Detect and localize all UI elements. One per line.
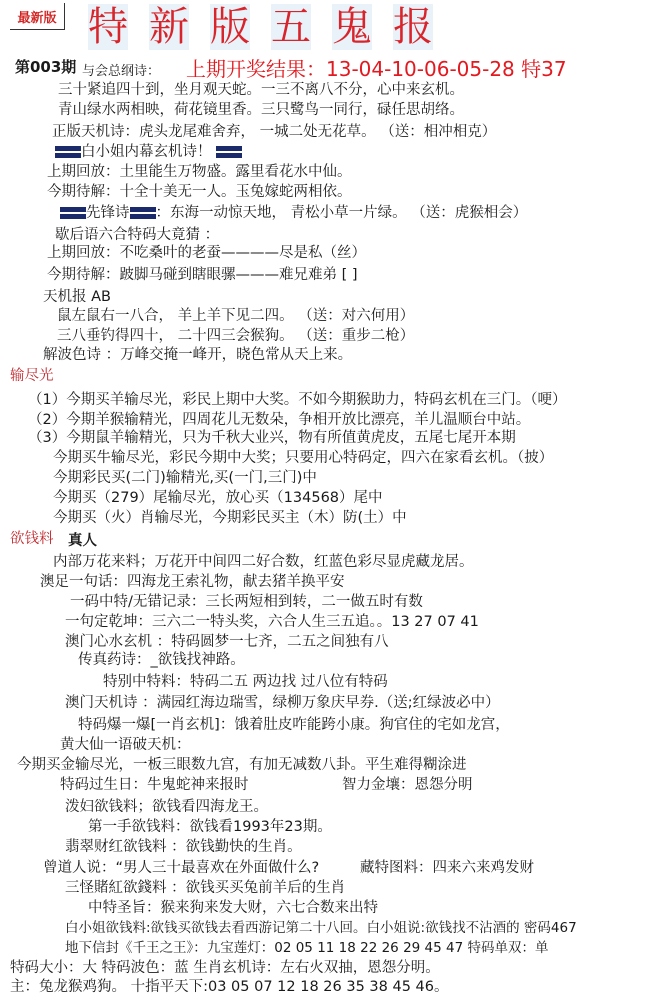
text-line: 一码中特/无错记录：三长两短相到转，二一做五时有数 xyxy=(70,594,423,610)
text-line: 主：兔龙猴鸡狗。 十指平天下:03 05 07 12 18 26 35 38 45 46。 xyxy=(10,979,449,995)
text-line: 澳门天机诗 ：满园红海边瑞雪，绿柳万象庆早券.（送;红绿波必中） xyxy=(65,695,500,711)
text-line: 三十紧追四十到，坐月观天蛇。一三不离八不分，心中来玄机。 xyxy=(58,82,464,98)
issue-number: 第003期 xyxy=(15,58,77,76)
line-text: ：东海一动惊天地， 青松小草一片绿。 （送：虎猴相会） xyxy=(155,205,528,221)
text-line: 上期回放：不吃桑叶的老蚕————尽是私（丝） xyxy=(47,245,366,261)
text-line: 今期买金输尽光，一板三眼数九宫，有加无减数八卦。平生难得糊涂进 xyxy=(17,757,467,773)
text-line: 地下信封《千王之王》：九宝莲灯：02 05 11 18 22 26 29 45 47 特码单双：单 xyxy=(65,940,549,956)
text-line: 天机报 AB xyxy=(43,289,111,305)
bars-icon xyxy=(55,146,81,158)
bars-icon xyxy=(60,207,86,219)
title-char: 版 xyxy=(210,4,250,50)
text-line xyxy=(55,143,242,161)
text-line: 翡翠财红欲钱料 ：欲钱勤快的生肖。 xyxy=(65,839,302,855)
text-line: 黄大仙一语破天机： xyxy=(60,737,191,753)
text-line: 今期买（279）尾输尽光，放心买（134568）尾中 xyxy=(53,490,383,506)
text-line: 鼠左鼠右一八合， 羊上羊下见二四。 （送：对六何用） xyxy=(57,308,415,324)
text-line xyxy=(60,204,527,222)
title-char: 报 xyxy=(393,4,433,50)
text-line: 今期买（火）肖输尽光，今期彩民买主（木）防(土）中 xyxy=(53,510,407,526)
text-line: 智力金壤：恩怨分明 xyxy=(342,777,473,793)
text-line: 澳门心水玄机 ：特码圆梦一七齐，二五之间独有八 xyxy=(65,634,389,650)
title-char: 五 xyxy=(271,4,311,50)
text-line: 一句定乾坤：三六二一特头奖，六合人生三五追。。13 27 07 41 xyxy=(65,614,479,630)
text-line: 三八垂钓得四十， 二十四三会猴狗。 （送：重步二枪） xyxy=(57,328,415,344)
text-line: 解波色诗 ：万峰交掩一峰开，晓色常从天上来。 xyxy=(43,347,353,363)
text-line: 与会总纲诗： xyxy=(82,64,161,79)
text-line: 中特圣旨：猴来狗来发大财，六七合数来出特 xyxy=(88,900,378,916)
text-line: 今期买牛输尽光，彩民今期中大奖；只要用心特码定，四六在家看玄机。（披） xyxy=(53,450,554,466)
text-line: 今期待解：十全十美无一人。玉兔嫁蛇两相依。 xyxy=(47,184,352,200)
text-line: 白小姐欲钱料:欲钱买欲钱去看西游记第二十八回。白小姐说:欲钱找不沾酒的 密码467 xyxy=(65,920,577,936)
text-line: 真人 xyxy=(68,533,97,549)
title-char: 新 xyxy=(149,4,189,50)
heading-text: 白小姐内幕玄机诗！ xyxy=(81,144,212,160)
text-line: 青山绿水两相映，荷花镜里香。三只鹭鸟一同行，碌任思胡络。 xyxy=(58,102,464,118)
page-title xyxy=(88,4,433,50)
text-line: （2）今期羊猴输精光，四周花儿无数朵，争相开放比漂亮，羊儿温顺台中站。 xyxy=(28,412,531,428)
section-heading: 输尽光 xyxy=(10,368,54,384)
text-line: 今期彩民买(二门)输精光,买(一门,三门)中 xyxy=(53,470,317,486)
text-line: （1）今期买羊输尽光，彩民上期中大奖。不如今期猴助力，特码玄机在三门。（哽） xyxy=(28,392,567,408)
text-line: 第一手欲钱料：欲钱看1993年23期。 xyxy=(88,819,332,835)
text-line: 曾道人说：“男人三十最喜欢在外面做什么? xyxy=(43,860,320,876)
text-line: 正版天机诗：虎头龙尾难舍弃， 一城二处无花草。 （送：相冲相克） xyxy=(52,124,497,140)
text-line: 传真药诗：_欲钱找神路。 xyxy=(78,652,245,668)
text-line: 今期待解：跛脚马碰到瞎眼骡———难兄难弟 [ ] xyxy=(47,267,358,283)
section-heading: 欲钱料 xyxy=(10,531,54,547)
bars-icon xyxy=(216,146,242,158)
text-line: 藏特图料：四来六来鸡发财 xyxy=(360,860,534,876)
latest-edition-badge: 最新版 xyxy=(10,3,65,30)
text-line: （3）今期鼠羊输精光，只为千秋大业兴，物有所值黄虎皮，五尾七尾开本期 xyxy=(28,430,516,446)
text-line: 内部万花来料；万花开中间四二好合数，红蓝色彩尽显虎藏龙居。 xyxy=(53,554,474,570)
bars-icon xyxy=(130,207,156,219)
text-line: 澳足一句话：四海龙王索礼物，献去猪羊换平安 xyxy=(40,574,345,590)
text-line: 歇后语六合特码大竟猜 ： xyxy=(55,227,220,243)
title-char: 鬼 xyxy=(332,4,372,50)
text-line: 特码大小：大 特码波色：蓝 生肖玄机诗：左右火双抽，恩怨分明。 xyxy=(10,960,440,976)
text-line: 三怪賭紅欲錢料 ：欲钱买买兔前羊后的生肖 xyxy=(65,880,346,896)
title-char: 特 xyxy=(88,4,128,50)
text-line: 特码爆一爆[一肖玄机]：饿着肚皮咋能跨小康。狗官住的宅如龙宫， xyxy=(78,717,510,733)
text-line: 特码过生日：牛鬼蛇神来报时 xyxy=(60,777,249,793)
last-draw-result: 上期开奖结果：13-04-10-06-05-28 特37 xyxy=(186,57,567,81)
text-line: 上期回放：土里能生万物盛。露里看花水中仙。 xyxy=(47,164,352,180)
text-line: 泼妇欲钱料；欲钱看四海龙王。 xyxy=(65,799,268,815)
text-line: 特别中特料：特码二五 两边找 过八位有特码 xyxy=(103,674,388,690)
heading-text: 先锋诗 xyxy=(86,205,130,221)
